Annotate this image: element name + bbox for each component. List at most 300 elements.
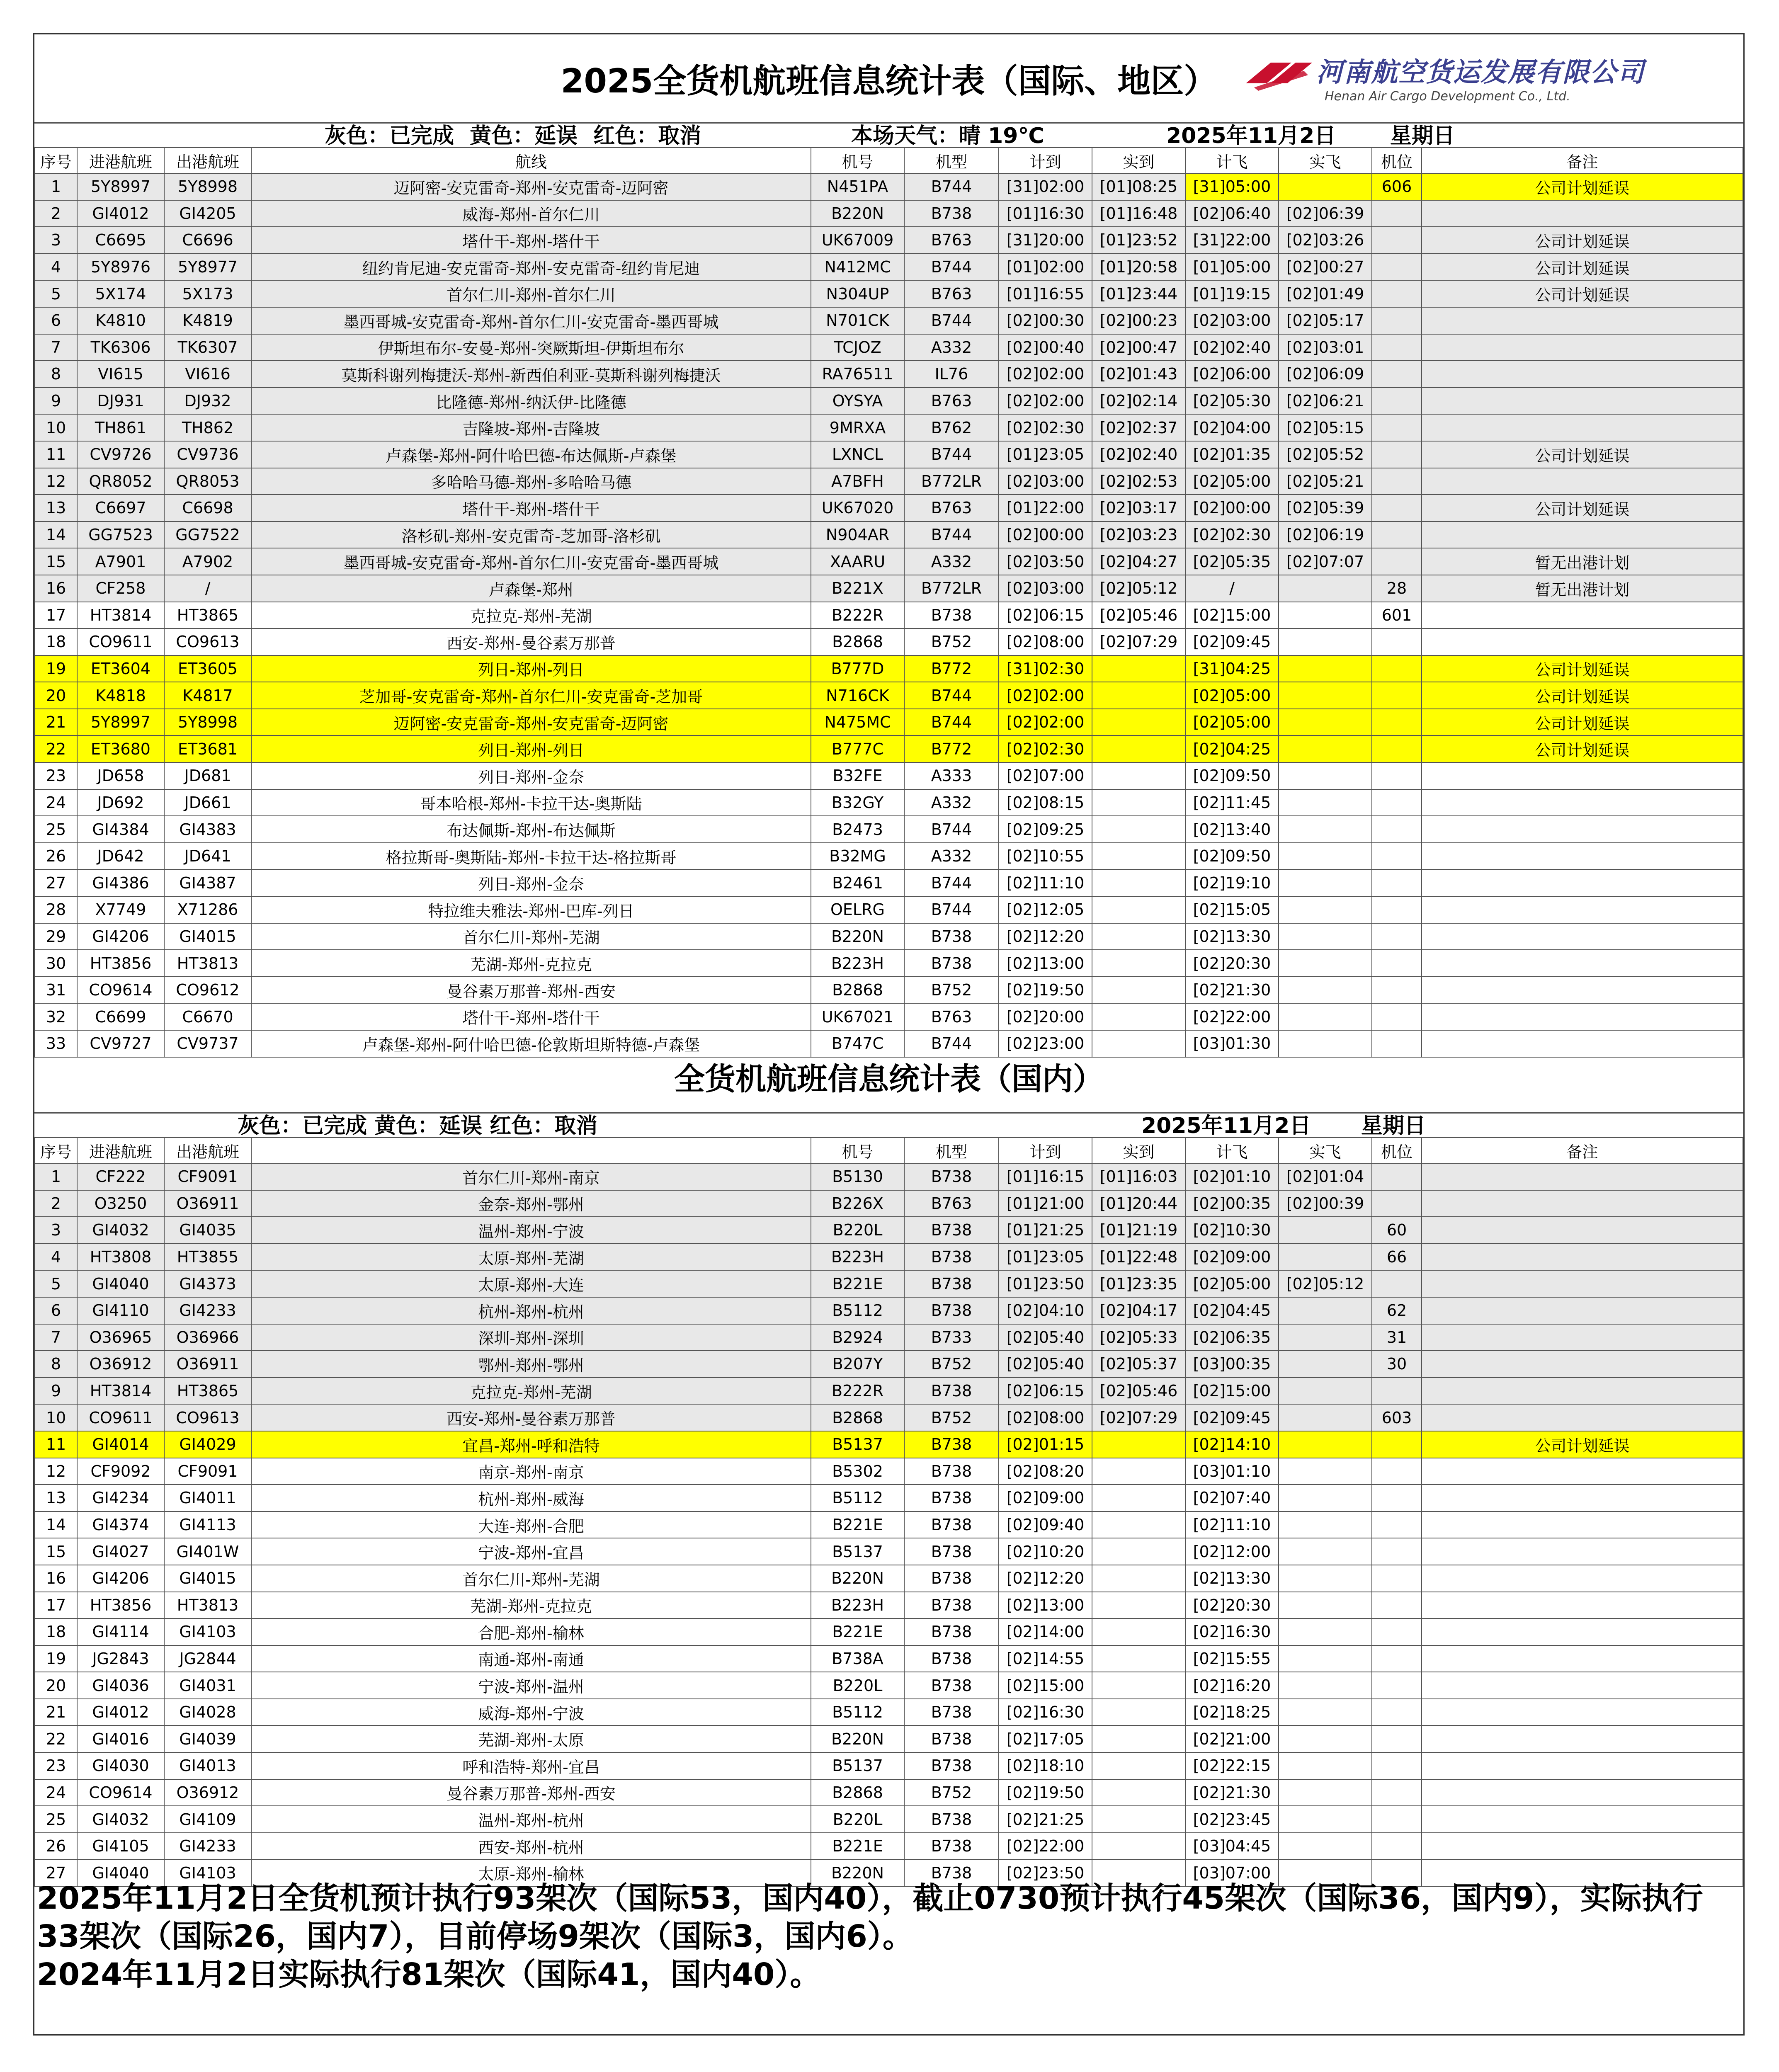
cell-arrival-flight: CV9727 [77, 1030, 164, 1057]
cell-route: 布达佩斯-郑州-布达佩斯 [251, 816, 811, 843]
cell-departure-flight: GI4103 [164, 1618, 251, 1645]
cell-sched-departure: [02]01:10 [1185, 1163, 1279, 1190]
cell-seq: 29 [35, 923, 77, 950]
cell-seq: 21 [35, 709, 77, 736]
cell-sched-departure: [02]20:30 [1185, 1592, 1279, 1619]
flight-statistics-sheet [33, 33, 1745, 2036]
cell-sched-departure: [02]05:35 [1185, 548, 1279, 575]
cell-route: 首尔仁川-郑州-芜湖 [251, 1565, 811, 1592]
cell-actual-departure [1279, 1779, 1372, 1806]
cell-departure-flight: C6696 [164, 227, 251, 254]
cell-departure-flight: GI4015 [164, 1565, 251, 1592]
cell-arrival-flight: HT3814 [77, 602, 164, 629]
cell-sched-departure: [02]05:00 [1185, 682, 1279, 709]
cell-departure-flight: ET3605 [164, 655, 251, 682]
cell-actual-departure [1279, 709, 1372, 736]
cell-arrival-flight: TK6306 [77, 334, 164, 361]
cell-stand [1372, 1618, 1422, 1645]
cell-departure-flight: CV9737 [164, 1030, 251, 1057]
cell-route: 南京-郑州-南京 [251, 1458, 811, 1485]
cell-aircraft-type: B738 [904, 1538, 999, 1565]
cell-actual-departure [1279, 1592, 1372, 1619]
table-row [35, 1431, 1743, 1458]
cell-actual-departure [1279, 896, 1372, 923]
cell-remark [1422, 762, 1743, 789]
cell-registration: B226X [811, 1190, 904, 1217]
cell-actual-arrival [1092, 789, 1185, 816]
cell-arrival-flight: C6695 [77, 227, 164, 254]
cell-route: 哥本哈根-郑州-卡拉干达-奥斯陆 [251, 789, 811, 816]
header-route: 航线 [251, 148, 811, 173]
cell-registration: B207Y [811, 1351, 904, 1378]
cell-sched-arrival: [02]02:00 [999, 682, 1092, 709]
cell-sched-departure: [02]20:30 [1185, 950, 1279, 977]
table-row [35, 1833, 1743, 1860]
cell-sched-departure: [02]04:45 [1185, 1297, 1279, 1324]
cell-actual-arrival [1092, 1833, 1185, 1860]
cell-aircraft-type: A332 [904, 548, 999, 575]
cell-registration: B738A [811, 1645, 904, 1672]
cell-actual-arrival [1092, 816, 1185, 843]
cell-arrival-flight: GI4014 [77, 1431, 164, 1458]
cell-registration: N701CK [811, 307, 904, 334]
cell-actual-departure: [02]01:49 [1279, 280, 1372, 307]
cell-actual-arrival: [01]20:44 [1092, 1190, 1185, 1217]
header-actual-arrival: 实到 [1092, 148, 1185, 173]
cell-sched-departure: [31]22:00 [1185, 227, 1279, 254]
cell-actual-arrival [1092, 1645, 1185, 1672]
header-remark: 备注 [1422, 1138, 1743, 1163]
table-row [35, 1725, 1743, 1752]
cell-arrival-flight: JD642 [77, 843, 164, 870]
cell-actual-arrival: [01]16:03 [1092, 1163, 1185, 1190]
cell-departure-flight: HT3813 [164, 1592, 251, 1619]
cell-actual-departure [1279, 1645, 1372, 1672]
table-row [35, 468, 1743, 495]
cell-stand [1372, 334, 1422, 361]
table-row [35, 441, 1743, 468]
cell-seq: 30 [35, 950, 77, 977]
cell-remark [1422, 1833, 1743, 1860]
cell-registration: B223H [811, 1244, 904, 1271]
cell-registration: B2924 [811, 1324, 904, 1351]
cell-stand [1372, 1725, 1422, 1752]
cell-departure-flight: CF9091 [164, 1458, 251, 1485]
cell-remark [1422, 388, 1743, 415]
cell-remark [1422, 896, 1743, 923]
cell-remark: 公司计划延误 [1422, 495, 1743, 522]
cell-registration: UK67021 [811, 1003, 904, 1030]
cell-route: 太原-郑州-榆林 [251, 1859, 811, 1886]
table-row [35, 254, 1743, 281]
cell-seq: 25 [35, 1806, 77, 1833]
cell-actual-arrival: [01]22:48 [1092, 1244, 1185, 1271]
cell-registration: B222R [811, 602, 904, 629]
cell-route: 伊斯坦布尔-安曼-郑州-突厥斯坦-伊斯坦布尔 [251, 334, 811, 361]
cell-aircraft-type: B744 [904, 896, 999, 923]
cell-sched-departure: [02]02:30 [1185, 522, 1279, 548]
cell-actual-arrival [1092, 896, 1185, 923]
cell-remark [1422, 1270, 1743, 1297]
cell-arrival-flight: A7901 [77, 548, 164, 575]
cell-sched-arrival: [02]10:55 [999, 843, 1092, 870]
cell-stand: 603 [1372, 1404, 1422, 1431]
cell-aircraft-type: B738 [904, 1618, 999, 1645]
cell-aircraft-type: B763 [904, 1003, 999, 1030]
cell-sched-departure: [02]05:00 [1185, 468, 1279, 495]
cell-sched-departure: [02]02:40 [1185, 334, 1279, 361]
cell-actual-departure: [02]00:39 [1279, 1190, 1372, 1217]
cell-registration: B32FE [811, 762, 904, 789]
cell-aircraft-type: B738 [904, 923, 999, 950]
cell-departure-flight: CF9091 [164, 1163, 251, 1190]
cell-seq: 17 [35, 1592, 77, 1619]
table-row [35, 414, 1743, 441]
cell-actual-arrival: [02]03:17 [1092, 495, 1185, 522]
cell-remark: 公司计划延误 [1422, 280, 1743, 307]
cell-registration: B5137 [811, 1431, 904, 1458]
cell-aircraft-type: B752 [904, 1779, 999, 1806]
cell-sched-arrival: [02]17:05 [999, 1725, 1092, 1752]
cell-arrival-flight: CO9611 [77, 628, 164, 655]
cell-arrival-flight: GI4032 [77, 1806, 164, 1833]
table-row [35, 307, 1743, 334]
cell-arrival-flight: GI4032 [77, 1217, 164, 1244]
cell-departure-flight: CO9612 [164, 977, 251, 1004]
cell-route: 曼谷素万那普-郑州-西安 [251, 977, 811, 1004]
cell-aircraft-type: B752 [904, 1351, 999, 1378]
cell-arrival-flight: CF9092 [77, 1458, 164, 1485]
cell-stand [1372, 1538, 1422, 1565]
cell-stand: 28 [1372, 575, 1422, 602]
cell-sched-arrival: [02]02:00 [999, 709, 1092, 736]
cell-remark [1422, 628, 1743, 655]
cell-seq: 1 [35, 173, 77, 200]
cell-actual-departure [1279, 789, 1372, 816]
cell-sched-departure: [02]13:30 [1185, 923, 1279, 950]
cell-departure-flight: JG2844 [164, 1645, 251, 1672]
cell-departure-flight: JD681 [164, 762, 251, 789]
cell-actual-departure: [02]05:39 [1279, 495, 1372, 522]
header-sched-arrival: 计到 [999, 1138, 1092, 1163]
cell-sched-arrival: [02]00:30 [999, 307, 1092, 334]
header-aircraft-type: 机型 [904, 148, 999, 173]
cell-sched-departure: [02]14:10 [1185, 1431, 1279, 1458]
cell-actual-departure: [02]01:04 [1279, 1163, 1372, 1190]
cell-remark [1422, 923, 1743, 950]
table-row [35, 1163, 1743, 1190]
cell-seq: 19 [35, 1645, 77, 1672]
cell-actual-departure [1279, 1003, 1372, 1030]
cell-route: 南通-郑州-南通 [251, 1645, 811, 1672]
cell-actual-arrival [1092, 1003, 1185, 1030]
cell-remark [1422, 1565, 1743, 1592]
dom-table-title: 全货机航班信息统计表（国内） [674, 1061, 1104, 1097]
cell-registration: B747C [811, 1030, 904, 1057]
dom-weekday: 星期日 [1361, 1114, 1426, 1138]
cell-actual-arrival [1092, 923, 1185, 950]
cell-arrival-flight: CF258 [77, 575, 164, 602]
cell-seq: 33 [35, 1030, 77, 1057]
cell-seq: 27 [35, 1859, 77, 1886]
cell-stand [1372, 1699, 1422, 1726]
cell-seq: 23 [35, 1752, 77, 1779]
cell-remark [1422, 1806, 1743, 1833]
cell-route: 首尔仁川-郑州-南京 [251, 1163, 811, 1190]
cell-route: 呼和浩特-郑州-宜昌 [251, 1752, 811, 1779]
cell-stand [1372, 1270, 1422, 1297]
table-row [35, 1190, 1743, 1217]
cell-arrival-flight: HT3808 [77, 1244, 164, 1271]
table-row [35, 1645, 1743, 1672]
cell-remark [1422, 1538, 1743, 1565]
header-actual-arrival: 实到 [1092, 1138, 1185, 1163]
cell-sched-arrival: [02]06:15 [999, 602, 1092, 629]
cell-aircraft-type: B744 [904, 1030, 999, 1057]
cell-sched-departure: [31]04:25 [1185, 655, 1279, 682]
cell-remark [1422, 1645, 1743, 1672]
cell-actual-departure [1279, 1672, 1372, 1699]
intl-legend: 灰色：已完成 黄色：延误 红色：取消 [325, 124, 701, 148]
table-row [35, 173, 1743, 200]
cell-arrival-flight: C6697 [77, 495, 164, 522]
cell-departure-flight: GI4233 [164, 1297, 251, 1324]
cell-actual-departure [1279, 173, 1372, 200]
cell-actual-departure: [02]05:12 [1279, 1270, 1372, 1297]
cell-stand [1372, 1512, 1422, 1538]
cell-registration: OYSYA [811, 388, 904, 415]
cell-sched-arrival: [02]02:00 [999, 361, 1092, 388]
cell-sched-arrival: [02]13:00 [999, 1592, 1092, 1619]
cell-actual-departure [1279, 1752, 1372, 1779]
cell-seq: 8 [35, 1351, 77, 1378]
cell-sched-departure: [02]09:50 [1185, 762, 1279, 789]
cell-sched-arrival: [01]23:50 [999, 1270, 1092, 1297]
company-logo [1246, 51, 1660, 113]
cell-stand [1372, 1485, 1422, 1512]
cell-route: 芜湖-郑州-太原 [251, 1725, 811, 1752]
cell-remark [1422, 1752, 1743, 1779]
cell-registration: B221E [811, 1618, 904, 1645]
cell-arrival-flight: GI4012 [77, 1699, 164, 1726]
cell-seq: 10 [35, 1404, 77, 1431]
cell-remark [1422, 307, 1743, 334]
cell-aircraft-type: B744 [904, 254, 999, 281]
cell-remark [1422, 1163, 1743, 1190]
cell-route: 纽约肯尼迪-安克雷奇-郑州-安克雷奇-纽约肯尼迪 [251, 254, 811, 281]
cell-registration: B2473 [811, 816, 904, 843]
cell-aircraft-type: B763 [904, 495, 999, 522]
cell-sched-arrival: [02]09:00 [999, 1485, 1092, 1512]
cell-registration: XAARU [811, 548, 904, 575]
cell-departure-flight: GI4103 [164, 1859, 251, 1886]
cell-route: 温州-郑州-杭州 [251, 1806, 811, 1833]
cell-sched-arrival: [02]02:30 [999, 735, 1092, 762]
cell-departure-flight: GI4387 [164, 869, 251, 896]
cell-actual-arrival [1092, 1752, 1185, 1779]
cell-sched-departure: [02]03:00 [1185, 307, 1279, 334]
header-arrival-flight: 进港航班 [77, 1138, 164, 1163]
table-row [35, 522, 1743, 548]
table-row [35, 762, 1743, 789]
cell-arrival-flight: O36912 [77, 1351, 164, 1378]
cell-sched-arrival: [01]23:05 [999, 1244, 1092, 1271]
cell-aircraft-type: B772LR [904, 468, 999, 495]
cell-departure-flight: DJ932 [164, 388, 251, 415]
cell-seq: 3 [35, 227, 77, 254]
cell-departure-flight: 5Y8998 [164, 173, 251, 200]
cell-stand [1372, 709, 1422, 736]
cell-seq: 15 [35, 1538, 77, 1565]
table-row [35, 655, 1743, 682]
cell-departure-flight: GI4109 [164, 1806, 251, 1833]
cell-departure-flight: HT3813 [164, 950, 251, 977]
cell-registration: B221E [811, 1270, 904, 1297]
cell-remark [1422, 1485, 1743, 1512]
cell-registration: B220N [811, 1565, 904, 1592]
cell-departure-flight: TK6307 [164, 334, 251, 361]
cell-sched-arrival: [02]09:40 [999, 1512, 1092, 1538]
cell-route: 列日-郑州-列日 [251, 735, 811, 762]
cell-seq: 2 [35, 200, 77, 227]
cell-arrival-flight: HT3856 [77, 950, 164, 977]
cell-remark [1422, 1699, 1743, 1726]
cell-arrival-flight: CV9726 [77, 441, 164, 468]
cell-sched-arrival: [02]19:50 [999, 1779, 1092, 1806]
cell-actual-departure [1279, 602, 1372, 629]
cell-route: 宁波-郑州-宜昌 [251, 1538, 811, 1565]
cell-sched-arrival: [01]16:15 [999, 1163, 1092, 1190]
cell-registration: B2868 [811, 1404, 904, 1431]
dom-info-row [34, 1112, 1743, 1138]
cell-remark [1422, 1297, 1743, 1324]
cell-seq: 23 [35, 762, 77, 789]
cell-arrival-flight: 5Y8976 [77, 254, 164, 281]
cell-actual-arrival: [02]02:14 [1092, 388, 1185, 415]
cell-route: 威海-郑州-宁波 [251, 1699, 811, 1726]
cell-sched-arrival: [02]03:50 [999, 548, 1092, 575]
cell-route: 克拉克-郑州-芜湖 [251, 1378, 811, 1405]
cell-registration: 9MRXA [811, 414, 904, 441]
cell-sched-departure: [02]06:35 [1185, 1324, 1279, 1351]
header-registration: 机号 [811, 1138, 904, 1163]
intl-date: 2025年11月2日 [1166, 124, 1336, 148]
cell-sched-departure: [02]01:35 [1185, 441, 1279, 468]
cell-sched-departure: [02]21:00 [1185, 1725, 1279, 1752]
cell-sched-departure: [02]22:00 [1185, 1003, 1279, 1030]
cell-stand [1372, 254, 1422, 281]
weather-text: 本场天气：晴 19℃ [851, 124, 1044, 148]
cell-aircraft-type: B738 [904, 1270, 999, 1297]
cell-route: 宁波-郑州-温州 [251, 1672, 811, 1699]
dom-header-row [35, 1138, 1743, 1163]
cell-sched-departure: [02]00:00 [1185, 495, 1279, 522]
cell-departure-flight: GI4039 [164, 1725, 251, 1752]
cell-seq: 18 [35, 628, 77, 655]
cell-actual-arrival: [01]21:19 [1092, 1217, 1185, 1244]
cell-remark: 公司计划延误 [1422, 227, 1743, 254]
cell-stand [1372, 280, 1422, 307]
cell-registration: B777D [811, 655, 904, 682]
cell-departure-flight: GI4035 [164, 1217, 251, 1244]
cell-aircraft-type: A332 [904, 334, 999, 361]
cell-sched-arrival: [02]13:00 [999, 950, 1092, 977]
cell-registration: N904AR [811, 522, 904, 548]
table-row [35, 1618, 1743, 1645]
cell-aircraft-type: B738 [904, 950, 999, 977]
cell-registration: B32MG [811, 843, 904, 870]
cell-actual-departure [1279, 655, 1372, 682]
cell-remark [1422, 977, 1743, 1004]
cell-sched-arrival: [02]00:00 [999, 522, 1092, 548]
cell-remark: 公司计划延误 [1422, 441, 1743, 468]
cell-arrival-flight: 5Y8997 [77, 709, 164, 736]
cell-departure-flight: X71286 [164, 896, 251, 923]
cell-actual-departure [1279, 1806, 1372, 1833]
cell-stand [1372, 414, 1422, 441]
cell-departure-flight: A7902 [164, 548, 251, 575]
cell-remark [1422, 816, 1743, 843]
header-registration: 机号 [811, 148, 904, 173]
cell-actual-arrival [1092, 1458, 1185, 1485]
cell-remark: 公司计划延误 [1422, 173, 1743, 200]
cell-arrival-flight: VI615 [77, 361, 164, 388]
cell-sched-arrival: [02]16:30 [999, 1699, 1092, 1726]
header-departure-flight: 出港航班 [164, 148, 251, 173]
cell-route: 迈阿密-安克雷奇-郑州-安克雷奇-迈阿密 [251, 709, 811, 736]
cell-sched-arrival: [02]05:40 [999, 1351, 1092, 1378]
cell-actual-departure [1279, 869, 1372, 896]
cell-arrival-flight: TH861 [77, 414, 164, 441]
summary-line-2: 2024年11月2日实际执行81架次（国际41，国内40）。 [37, 1957, 821, 1992]
cell-sched-arrival: [02]23:50 [999, 1859, 1092, 1886]
cell-remark [1422, 1324, 1743, 1351]
cell-actual-arrival: [01]23:35 [1092, 1270, 1185, 1297]
cell-seq: 26 [35, 843, 77, 870]
cell-actual-departure [1279, 735, 1372, 762]
cell-registration: B5137 [811, 1538, 904, 1565]
cell-stand [1372, 1458, 1422, 1485]
header-sched-departure: 计飞 [1185, 1138, 1279, 1163]
cell-remark [1422, 522, 1743, 548]
cell-departure-flight: / [164, 575, 251, 602]
cell-actual-arrival [1092, 682, 1185, 709]
table-row [35, 227, 1743, 254]
cell-seq: 14 [35, 1512, 77, 1538]
intl-flight-table [34, 147, 1743, 1058]
cell-sched-departure: [03]00:35 [1185, 1351, 1279, 1378]
table-row [35, 816, 1743, 843]
cell-aircraft-type: B763 [904, 388, 999, 415]
cell-registration: B220L [811, 1217, 904, 1244]
cell-aircraft-type: B762 [904, 414, 999, 441]
cell-stand [1372, 762, 1422, 789]
cell-stand [1372, 307, 1422, 334]
cell-registration: B221E [811, 1833, 904, 1860]
cell-aircraft-type: B738 [904, 1485, 999, 1512]
cell-arrival-flight: GI4114 [77, 1618, 164, 1645]
cell-route: 莫斯科谢列梅捷沃-郑州-新西伯利亚-莫斯科谢列梅捷沃 [251, 361, 811, 388]
cell-aircraft-type: B738 [904, 1592, 999, 1619]
cell-departure-flight: CO9613 [164, 628, 251, 655]
cell-seq: 15 [35, 548, 77, 575]
cell-actual-arrival: [01]23:44 [1092, 280, 1185, 307]
cell-route: 卢森堡-郑州-阿什哈巴德-伦敦斯坦斯特德-卢森堡 [251, 1030, 811, 1057]
cell-aircraft-type: B772LR [904, 575, 999, 602]
cell-aircraft-type: A332 [904, 843, 999, 870]
cell-actual-arrival [1092, 1806, 1185, 1833]
cell-sched-departure: [02]15:00 [1185, 1378, 1279, 1405]
